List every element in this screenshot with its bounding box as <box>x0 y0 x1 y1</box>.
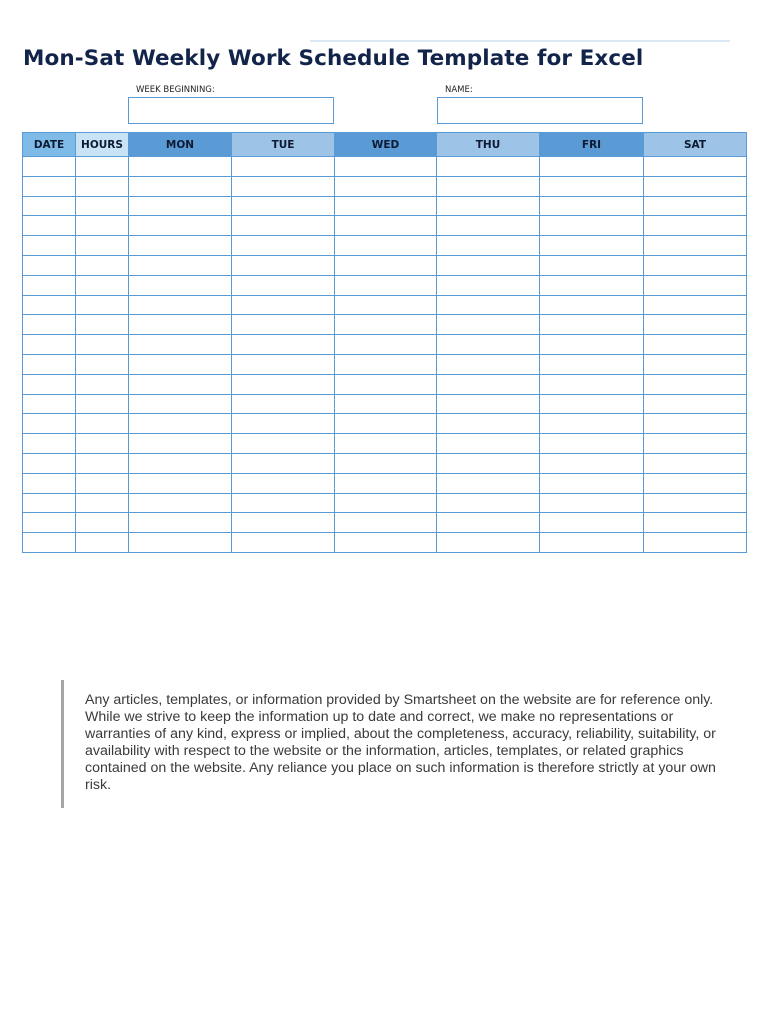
schedule-cell-hours[interactable] <box>76 255 129 275</box>
schedule-cell-date[interactable] <box>23 157 76 177</box>
schedule-cell-mon[interactable] <box>129 374 232 394</box>
schedule-cell-tue[interactable] <box>232 453 335 473</box>
schedule-cell-hours[interactable] <box>76 453 129 473</box>
schedule-cell-date[interactable] <box>23 533 76 553</box>
table-row <box>23 513 747 533</box>
schedule-cell-wed[interactable] <box>335 275 437 295</box>
schedule-cell-wed[interactable] <box>335 236 437 256</box>
schedule-cell-fri[interactable] <box>540 236 644 256</box>
table-row <box>23 374 747 394</box>
table-row <box>23 216 747 236</box>
schedule-cell-fri[interactable] <box>540 434 644 454</box>
schedule-cell-hours[interactable] <box>76 374 129 394</box>
schedule-cell-sat[interactable] <box>644 157 747 177</box>
schedule-cell-thu[interactable] <box>437 295 540 315</box>
table-row <box>23 255 747 275</box>
schedule-cell-tue[interactable] <box>232 394 335 414</box>
column-header-wed: WED <box>335 133 437 157</box>
table-row <box>23 295 747 315</box>
schedule-cell-tue[interactable] <box>232 176 335 196</box>
table-row <box>23 315 747 335</box>
schedule-cell-fri[interactable] <box>540 473 644 493</box>
schedule-cell-date[interactable] <box>23 453 76 473</box>
schedule-cell-wed[interactable] <box>335 394 437 414</box>
schedule-cell-thu[interactable] <box>437 513 540 533</box>
week-beginning-field[interactable] <box>128 97 334 124</box>
top-divider <box>310 40 730 42</box>
schedule-cell-thu[interactable] <box>437 255 540 275</box>
schedule-cell-date[interactable] <box>23 354 76 374</box>
schedule-cell-fri[interactable] <box>540 335 644 355</box>
schedule-cell-tue[interactable] <box>232 157 335 177</box>
schedule-cell-hours[interactable] <box>76 335 129 355</box>
schedule-cell-thu[interactable] <box>437 453 540 473</box>
schedule-cell-mon[interactable] <box>129 295 232 315</box>
schedule-cell-sat[interactable] <box>644 394 747 414</box>
table-row <box>23 275 747 295</box>
schedule-cell-wed[interactable] <box>335 453 437 473</box>
schedule-cell-date[interactable] <box>23 236 76 256</box>
schedule-cell-fri[interactable] <box>540 255 644 275</box>
schedule-cell-tue[interactable] <box>232 196 335 216</box>
column-header-mon: MON <box>129 133 232 157</box>
schedule-cell-fri[interactable] <box>540 414 644 434</box>
schedule-cell-fri[interactable] <box>540 315 644 335</box>
schedule-cell-sat[interactable] <box>644 176 747 196</box>
schedule-cell-wed[interactable] <box>335 354 437 374</box>
schedule-cell-fri[interactable] <box>540 295 644 315</box>
schedule-cell-thu[interactable] <box>437 493 540 513</box>
schedule-cell-thu[interactable] <box>437 414 540 434</box>
column-header-date: DATE <box>23 133 76 157</box>
schedule-cell-thu[interactable] <box>437 275 540 295</box>
schedule-cell-sat[interactable] <box>644 374 747 394</box>
schedule-cell-wed[interactable] <box>335 513 437 533</box>
disclaimer-accent-bar <box>61 680 64 808</box>
schedule-cell-wed[interactable] <box>335 374 437 394</box>
schedule-cell-date[interactable] <box>23 275 76 295</box>
schedule-cell-wed[interactable] <box>335 473 437 493</box>
schedule-cell-fri[interactable] <box>540 157 644 177</box>
schedule-cell-mon[interactable] <box>129 236 232 256</box>
schedule-cell-thu[interactable] <box>437 394 540 414</box>
schedule-cell-thu[interactable] <box>437 354 540 374</box>
schedule-cell-date[interactable] <box>23 473 76 493</box>
schedule-cell-hours[interactable] <box>76 434 129 454</box>
schedule-cell-wed[interactable] <box>335 414 437 434</box>
schedule-cell-sat[interactable] <box>644 315 747 335</box>
schedule-cell-sat[interactable] <box>644 473 747 493</box>
schedule-cell-date[interactable] <box>23 434 76 454</box>
schedule-cell-hours[interactable] <box>76 176 129 196</box>
schedule-cell-mon[interactable] <box>129 315 232 335</box>
column-header-sat: SAT <box>644 133 747 157</box>
schedule-cell-sat[interactable] <box>644 275 747 295</box>
schedule-cell-sat[interactable] <box>644 255 747 275</box>
schedule-cell-fri[interactable] <box>540 453 644 473</box>
schedule-cell-mon[interactable] <box>129 513 232 533</box>
schedule-cell-mon[interactable] <box>129 533 232 553</box>
schedule-cell-sat[interactable] <box>644 196 747 216</box>
disclaimer-text: Any articles, templates, or information provided by Smartsheet on the website are for reference only. While we strive to keep the information up to date and correct, we make no representations or warranties of any kind, express or implied, about the completeness, accuracy, reliability, suitability, or availability with respect to the website or the information, articles, templates, or related graphics contained on the website. Any reliance you place on such information is therefore strictly at your own risk. <box>85 692 716 793</box>
schedule-cell-thu[interactable] <box>437 473 540 493</box>
schedule-cell-tue[interactable] <box>232 374 335 394</box>
column-header-hours: HOURS <box>76 133 129 157</box>
schedule-cell-thu[interactable] <box>437 236 540 256</box>
table-row <box>23 236 747 256</box>
schedule-cell-thu[interactable] <box>437 216 540 236</box>
schedule-cell-fri[interactable] <box>540 216 644 236</box>
schedule-cell-date[interactable] <box>23 374 76 394</box>
schedule-cell-hours[interactable] <box>76 493 129 513</box>
schedule-cell-tue[interactable] <box>232 533 335 553</box>
schedule-cell-tue[interactable] <box>232 216 335 236</box>
schedule-cell-hours[interactable] <box>76 275 129 295</box>
schedule-cell-hours[interactable] <box>76 394 129 414</box>
schedule-cell-fri[interactable] <box>540 394 644 414</box>
schedule-cell-hours[interactable] <box>76 533 129 553</box>
schedule-cell-thu[interactable] <box>437 196 540 216</box>
table-row <box>23 394 747 414</box>
schedule-cell-mon[interactable] <box>129 394 232 414</box>
schedule-cell-mon[interactable] <box>129 275 232 295</box>
schedule-cell-wed[interactable] <box>335 533 437 553</box>
schedule-cell-hours[interactable] <box>76 196 129 216</box>
schedule-cell-thu[interactable] <box>437 157 540 177</box>
schedule-cell-thu[interactable] <box>437 176 540 196</box>
schedule-cell-sat[interactable] <box>644 414 747 434</box>
schedule-cell-mon[interactable] <box>129 434 232 454</box>
schedule-cell-date[interactable] <box>23 513 76 533</box>
table-row <box>23 493 747 513</box>
schedule-cell-mon[interactable] <box>129 255 232 275</box>
schedule-cell-mon[interactable] <box>129 493 232 513</box>
schedule-cell-sat[interactable] <box>644 434 747 454</box>
schedule-cell-hours[interactable] <box>76 236 129 256</box>
schedule-cell-hours[interactable] <box>76 414 129 434</box>
schedule-cell-mon[interactable] <box>129 216 232 236</box>
schedule-cell-wed[interactable] <box>335 493 437 513</box>
page-title: Mon-Sat Weekly Work Schedule Template for Excel <box>23 46 644 71</box>
schedule-cell-fri[interactable] <box>540 374 644 394</box>
schedule-cell-wed[interactable] <box>335 255 437 275</box>
schedule-cell-tue[interactable] <box>232 255 335 275</box>
schedule-cell-fri[interactable] <box>540 533 644 553</box>
schedule-cell-sat[interactable] <box>644 533 747 553</box>
schedule-cell-sat[interactable] <box>644 513 747 533</box>
schedule-cell-date[interactable] <box>23 176 76 196</box>
schedule-cell-hours[interactable] <box>76 157 129 177</box>
schedule-cell-sat[interactable] <box>644 295 747 315</box>
schedule-cell-wed[interactable] <box>335 216 437 236</box>
schedule-cell-fri[interactable] <box>540 176 644 196</box>
schedule-cell-hours[interactable] <box>76 315 129 335</box>
schedule-cell-thu[interactable] <box>437 434 540 454</box>
schedule-cell-sat[interactable] <box>644 354 747 374</box>
schedule-cell-date[interactable] <box>23 493 76 513</box>
schedule-cell-date[interactable] <box>23 216 76 236</box>
schedule-cell-wed[interactable] <box>335 434 437 454</box>
schedule-cell-hours[interactable] <box>76 295 129 315</box>
schedule-cell-date[interactable] <box>23 196 76 216</box>
schedule-cell-tue[interactable] <box>232 295 335 315</box>
table-row <box>23 473 747 493</box>
schedule-cell-sat[interactable] <box>644 493 747 513</box>
schedule-cell-fri[interactable] <box>540 493 644 513</box>
table-row <box>23 414 747 434</box>
column-header-tue: TUE <box>232 133 335 157</box>
schedule-cell-fri[interactable] <box>540 196 644 216</box>
column-header-fri: FRI <box>540 133 644 157</box>
schedule-cell-hours[interactable] <box>76 354 129 374</box>
schedule-cell-mon[interactable] <box>129 453 232 473</box>
schedule-cell-sat[interactable] <box>644 216 747 236</box>
table-row <box>23 533 747 553</box>
schedule-cell-fri[interactable] <box>540 513 644 533</box>
schedule-cell-sat[interactable] <box>644 335 747 355</box>
column-header-thu: THU <box>437 133 540 157</box>
name-field[interactable] <box>437 97 643 124</box>
schedule-cell-thu[interactable] <box>437 374 540 394</box>
schedule-cell-hours[interactable] <box>76 513 129 533</box>
table-row <box>23 453 747 473</box>
schedule-cell-hours[interactable] <box>76 216 129 236</box>
schedule-cell-mon[interactable] <box>129 176 232 196</box>
week-beginning-label: WEEK BEGINNING: <box>136 85 215 95</box>
schedule-cell-thu[interactable] <box>437 315 540 335</box>
schedule-cell-tue[interactable] <box>232 236 335 256</box>
schedule-cell-thu[interactable] <box>437 533 540 553</box>
schedule-table <box>22 132 747 553</box>
table-row <box>23 157 747 177</box>
schedule-cell-date[interactable] <box>23 315 76 335</box>
schedule-cell-date[interactable] <box>23 295 76 315</box>
schedule-cell-mon[interactable] <box>129 157 232 177</box>
schedule-cell-wed[interactable] <box>335 335 437 355</box>
schedule-cell-tue[interactable] <box>232 434 335 454</box>
schedule-cell-mon[interactable] <box>129 354 232 374</box>
table-row <box>23 434 747 454</box>
schedule-cell-thu[interactable] <box>437 335 540 355</box>
schedule-cell-fri[interactable] <box>540 354 644 374</box>
schedule-cell-fri[interactable] <box>540 275 644 295</box>
schedule-header-row <box>23 133 747 157</box>
schedule-cell-tue[interactable] <box>232 473 335 493</box>
schedule-cell-tue[interactable] <box>232 513 335 533</box>
name-label: NAME: <box>445 85 473 95</box>
schedule-cell-wed[interactable] <box>335 157 437 177</box>
table-row <box>23 354 747 374</box>
schedule-cell-wed[interactable] <box>335 295 437 315</box>
schedule-cell-wed[interactable] <box>335 315 437 335</box>
schedule-cell-date[interactable] <box>23 414 76 434</box>
schedule-body <box>23 157 747 553</box>
schedule-cell-tue[interactable] <box>232 275 335 295</box>
schedule-cell-hours[interactable] <box>76 473 129 493</box>
table-row <box>23 176 747 196</box>
schedule-cell-mon[interactable] <box>129 196 232 216</box>
schedule-cell-wed[interactable] <box>335 196 437 216</box>
table-row <box>23 335 747 355</box>
schedule-cell-sat[interactable] <box>644 236 747 256</box>
schedule-cell-mon[interactable] <box>129 335 232 355</box>
table-row <box>23 196 747 216</box>
schedule-cell-tue[interactable] <box>232 354 335 374</box>
schedule-cell-date[interactable] <box>23 335 76 355</box>
schedule-cell-tue[interactable] <box>232 335 335 355</box>
schedule-cell-wed[interactable] <box>335 176 437 196</box>
schedule-cell-date[interactable] <box>23 394 76 414</box>
schedule-cell-mon[interactable] <box>129 414 232 434</box>
schedule-cell-tue[interactable] <box>232 493 335 513</box>
schedule-cell-tue[interactable] <box>232 315 335 335</box>
schedule-cell-mon[interactable] <box>129 473 232 493</box>
schedule-cell-tue[interactable] <box>232 414 335 434</box>
schedule-cell-date[interactable] <box>23 255 76 275</box>
schedule-cell-sat[interactable] <box>644 453 747 473</box>
